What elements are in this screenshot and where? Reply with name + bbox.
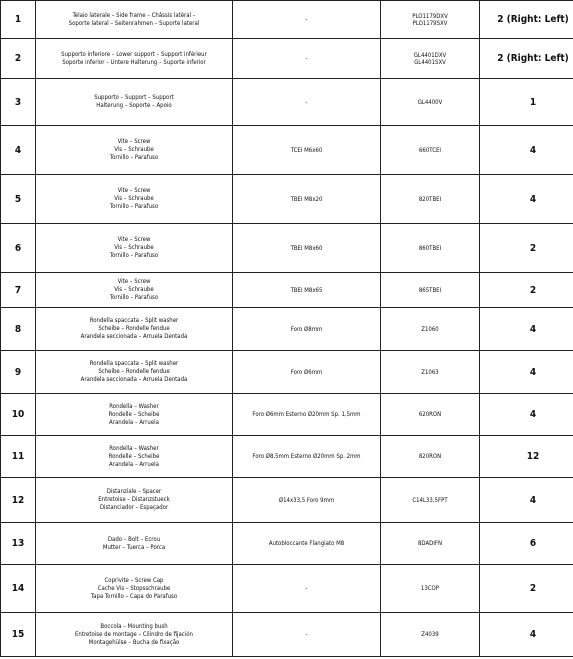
code-line: PLO1179DXV bbox=[412, 12, 448, 20]
code-line: GL4401SXV bbox=[414, 58, 446, 66]
item-quantity: 4 bbox=[480, 613, 573, 657]
item-code bbox=[381, 351, 480, 394]
table-row bbox=[1, 308, 573, 351]
code-line: 13COP bbox=[420, 585, 440, 592]
code-line: Z4039 bbox=[421, 631, 439, 638]
table-row bbox=[1, 126, 573, 175]
item-number: 15 bbox=[1, 613, 36, 657]
description-line: Rondelle – Scheibe bbox=[108, 452, 160, 460]
item-specification: Foro Ø8,5mm Esterno Ø20mm Sp. 2mm bbox=[233, 436, 381, 478]
item-quantity: 4 bbox=[480, 351, 573, 394]
item-description bbox=[36, 175, 233, 224]
description-line: Mutter – Tuerca – Porca bbox=[102, 543, 166, 551]
table-row bbox=[1, 351, 573, 394]
code-line: C14L33,5FPT bbox=[412, 496, 448, 504]
description-line: Vis – Schraube bbox=[114, 286, 154, 293]
code-line: 860TBEI bbox=[418, 244, 442, 252]
description-line: Distanziale – Spacer bbox=[106, 488, 162, 495]
item-number: 6 bbox=[1, 224, 36, 273]
item-specification: TCEI M6x60 bbox=[233, 126, 381, 175]
item-specification: Autobloccante Flangiato M8 bbox=[233, 523, 381, 565]
item-code bbox=[381, 175, 480, 224]
description-line: Rondella spaccata – Split washer bbox=[89, 360, 179, 367]
table-row bbox=[1, 79, 573, 126]
code-line: PLO1179SXV bbox=[412, 19, 448, 27]
item-code bbox=[381, 273, 480, 308]
item-specification: TBEI M8x65 bbox=[233, 273, 381, 308]
parts-table-body bbox=[1, 1, 573, 657]
code-line: Z1060 bbox=[421, 325, 439, 333]
description-line: Tornillo – Parafuso bbox=[109, 252, 159, 259]
item-description bbox=[36, 478, 233, 523]
item-number: 13 bbox=[1, 523, 36, 565]
description-line: Scheibe – Rondelle fendue bbox=[98, 325, 170, 332]
item-number: 14 bbox=[1, 565, 36, 613]
description-line: Entretoise – Distanzstueck bbox=[98, 496, 170, 503]
description-line: Dado – Bolt – Ecrou bbox=[107, 535, 161, 543]
table-row bbox=[1, 273, 573, 308]
item-specification: Ø14x33,5 Foro 9mm bbox=[233, 478, 381, 523]
description-line: Soporte lateral – Seitenrahmen – Suporte lateral bbox=[68, 19, 200, 27]
description-line: Arandela seccionada – Arruela Dentada bbox=[80, 333, 188, 340]
description-line: Arandela – Arruela bbox=[109, 460, 159, 468]
description-line: Boccola – Mounting bush bbox=[100, 622, 168, 630]
code-line: 620RON bbox=[418, 411, 442, 418]
description-line: Rondella spaccata – Split washer bbox=[89, 317, 179, 324]
item-code bbox=[381, 394, 480, 436]
description-line: Rondelle – Scheibe bbox=[108, 410, 160, 418]
item-number: 4 bbox=[1, 126, 36, 175]
table-row bbox=[1, 565, 573, 613]
item-code bbox=[381, 613, 480, 657]
description-line: Coprivite – Screw Cap bbox=[104, 576, 164, 584]
table-row bbox=[1, 478, 573, 523]
description-line: Arandela seccionada – Arruela Dentada bbox=[80, 376, 188, 383]
description-line: Supporto – Support – Support bbox=[94, 94, 174, 101]
table-row bbox=[1, 613, 573, 657]
table-row bbox=[1, 523, 573, 565]
description-line: Scheibe – Rondelle fendue bbox=[98, 368, 170, 375]
item-quantity: 2 (Right: Left) bbox=[480, 1, 573, 39]
item-quantity: 2 bbox=[480, 273, 573, 308]
item-code bbox=[381, 565, 480, 613]
description-line: Distanciador – Espaçador bbox=[99, 504, 169, 511]
item-number: 1 bbox=[1, 1, 36, 39]
item-code bbox=[381, 308, 480, 351]
description-line: Vite – Screw bbox=[117, 138, 151, 145]
item-number: 10 bbox=[1, 394, 36, 436]
item-quantity: 6 bbox=[480, 523, 573, 565]
description-line: Montagehülse – Bucha de fixação bbox=[88, 638, 180, 646]
description-line: Vite – Screw bbox=[117, 236, 151, 243]
item-specification: - bbox=[233, 613, 381, 657]
description-line: Tornillo – Parafuso bbox=[109, 294, 159, 301]
description-line: Vite – Screw bbox=[117, 187, 151, 194]
item-description bbox=[36, 39, 233, 79]
item-code bbox=[381, 126, 480, 175]
table-row bbox=[1, 436, 573, 478]
item-specification: TBEI M8x60 bbox=[233, 224, 381, 273]
item-description bbox=[36, 523, 233, 565]
item-description bbox=[36, 613, 233, 657]
item-number: 3 bbox=[1, 79, 36, 126]
item-number: 9 bbox=[1, 351, 36, 394]
description-line: Tapa Tornillo – Capa do Parafuso bbox=[90, 592, 178, 600]
description-line: Arandela – Arruela bbox=[109, 418, 159, 426]
item-description bbox=[36, 308, 233, 351]
item-specification: TBEI M8x20 bbox=[233, 175, 381, 224]
code-line: 820TBEI bbox=[418, 195, 442, 203]
item-quantity: 2 bbox=[480, 565, 573, 613]
item-code bbox=[381, 478, 480, 523]
item-number: 11 bbox=[1, 436, 36, 478]
item-code bbox=[381, 436, 480, 478]
item-quantity: 1 bbox=[480, 79, 573, 126]
item-quantity: 4 bbox=[480, 175, 573, 224]
item-description bbox=[36, 224, 233, 273]
description-line: Rondella – Washer bbox=[109, 444, 159, 452]
item-description bbox=[36, 565, 233, 613]
code-line: 660TCEI bbox=[418, 146, 442, 154]
item-quantity: 4 bbox=[480, 308, 573, 351]
code-line: 8DADIFN bbox=[417, 540, 443, 547]
item-code bbox=[381, 1, 480, 39]
table-row bbox=[1, 1, 573, 39]
table-row bbox=[1, 394, 573, 436]
code-line: 820RON bbox=[418, 453, 442, 460]
description-line: Telaio laterale – Side frame – Châssis latéral – bbox=[72, 11, 196, 19]
item-description bbox=[36, 79, 233, 126]
item-code bbox=[381, 79, 480, 126]
item-specification: Foro Ø6mm bbox=[233, 351, 381, 394]
item-description bbox=[36, 1, 233, 39]
table-row bbox=[1, 39, 573, 79]
description-line: Halterung – Soporte – Apoio bbox=[96, 102, 172, 109]
item-specification: - bbox=[233, 79, 381, 126]
item-quantity: 2 bbox=[480, 224, 573, 273]
description-line: Vis – Schraube bbox=[114, 244, 154, 251]
description-line: Vite – Screw bbox=[117, 278, 151, 285]
item-specification: - bbox=[233, 565, 381, 613]
code-line: GL4400V bbox=[417, 98, 443, 106]
item-description bbox=[36, 394, 233, 436]
item-description bbox=[36, 126, 233, 175]
item-specification: Foro Ø6mm Esterno Ø20mm Sp. 1,5mm bbox=[233, 394, 381, 436]
item-description bbox=[36, 351, 233, 394]
item-number: 12 bbox=[1, 478, 36, 523]
code-line: 865TBEI bbox=[418, 286, 442, 294]
table-row bbox=[1, 224, 573, 273]
description-line: Rondella – Washer bbox=[109, 402, 159, 410]
item-quantity: 4 bbox=[480, 126, 573, 175]
description-line: Supporto inferiore – Lower support – Support inférieur bbox=[61, 50, 207, 58]
item-description bbox=[36, 436, 233, 478]
description-line: Vis – Schraube bbox=[114, 195, 154, 202]
description-line: Entretoise de montage – Cilindro de fijación bbox=[75, 630, 193, 638]
table-row bbox=[1, 175, 573, 224]
description-line: Tornillo – Parafuso bbox=[109, 154, 159, 161]
code-line: GL4401DXV bbox=[413, 51, 447, 59]
item-number: 2 bbox=[1, 39, 36, 79]
item-quantity: 12 bbox=[480, 436, 573, 478]
item-number: 8 bbox=[1, 308, 36, 351]
item-number: 5 bbox=[1, 175, 36, 224]
item-quantity: 4 bbox=[480, 394, 573, 436]
item-number: 7 bbox=[1, 273, 36, 308]
description-line: Tornillo – Parafuso bbox=[109, 203, 159, 210]
description-line: Cache Vis – Stopsschraube bbox=[97, 584, 171, 592]
item-specification: - bbox=[233, 39, 381, 79]
item-quantity: 2 (Right: Left) bbox=[480, 39, 573, 79]
code-line: Z1063 bbox=[421, 368, 439, 376]
description-line: Soporte inferior – Untere Halterung – Suporte inferior bbox=[62, 58, 206, 66]
item-description bbox=[36, 273, 233, 308]
item-code bbox=[381, 523, 480, 565]
item-specification: - bbox=[233, 1, 381, 39]
item-specification: Foro Ø8mm bbox=[233, 308, 381, 351]
item-code bbox=[381, 39, 480, 79]
item-quantity: 4 bbox=[480, 478, 573, 523]
description-line: Vis – Schraube bbox=[114, 146, 154, 153]
item-code bbox=[381, 224, 480, 273]
